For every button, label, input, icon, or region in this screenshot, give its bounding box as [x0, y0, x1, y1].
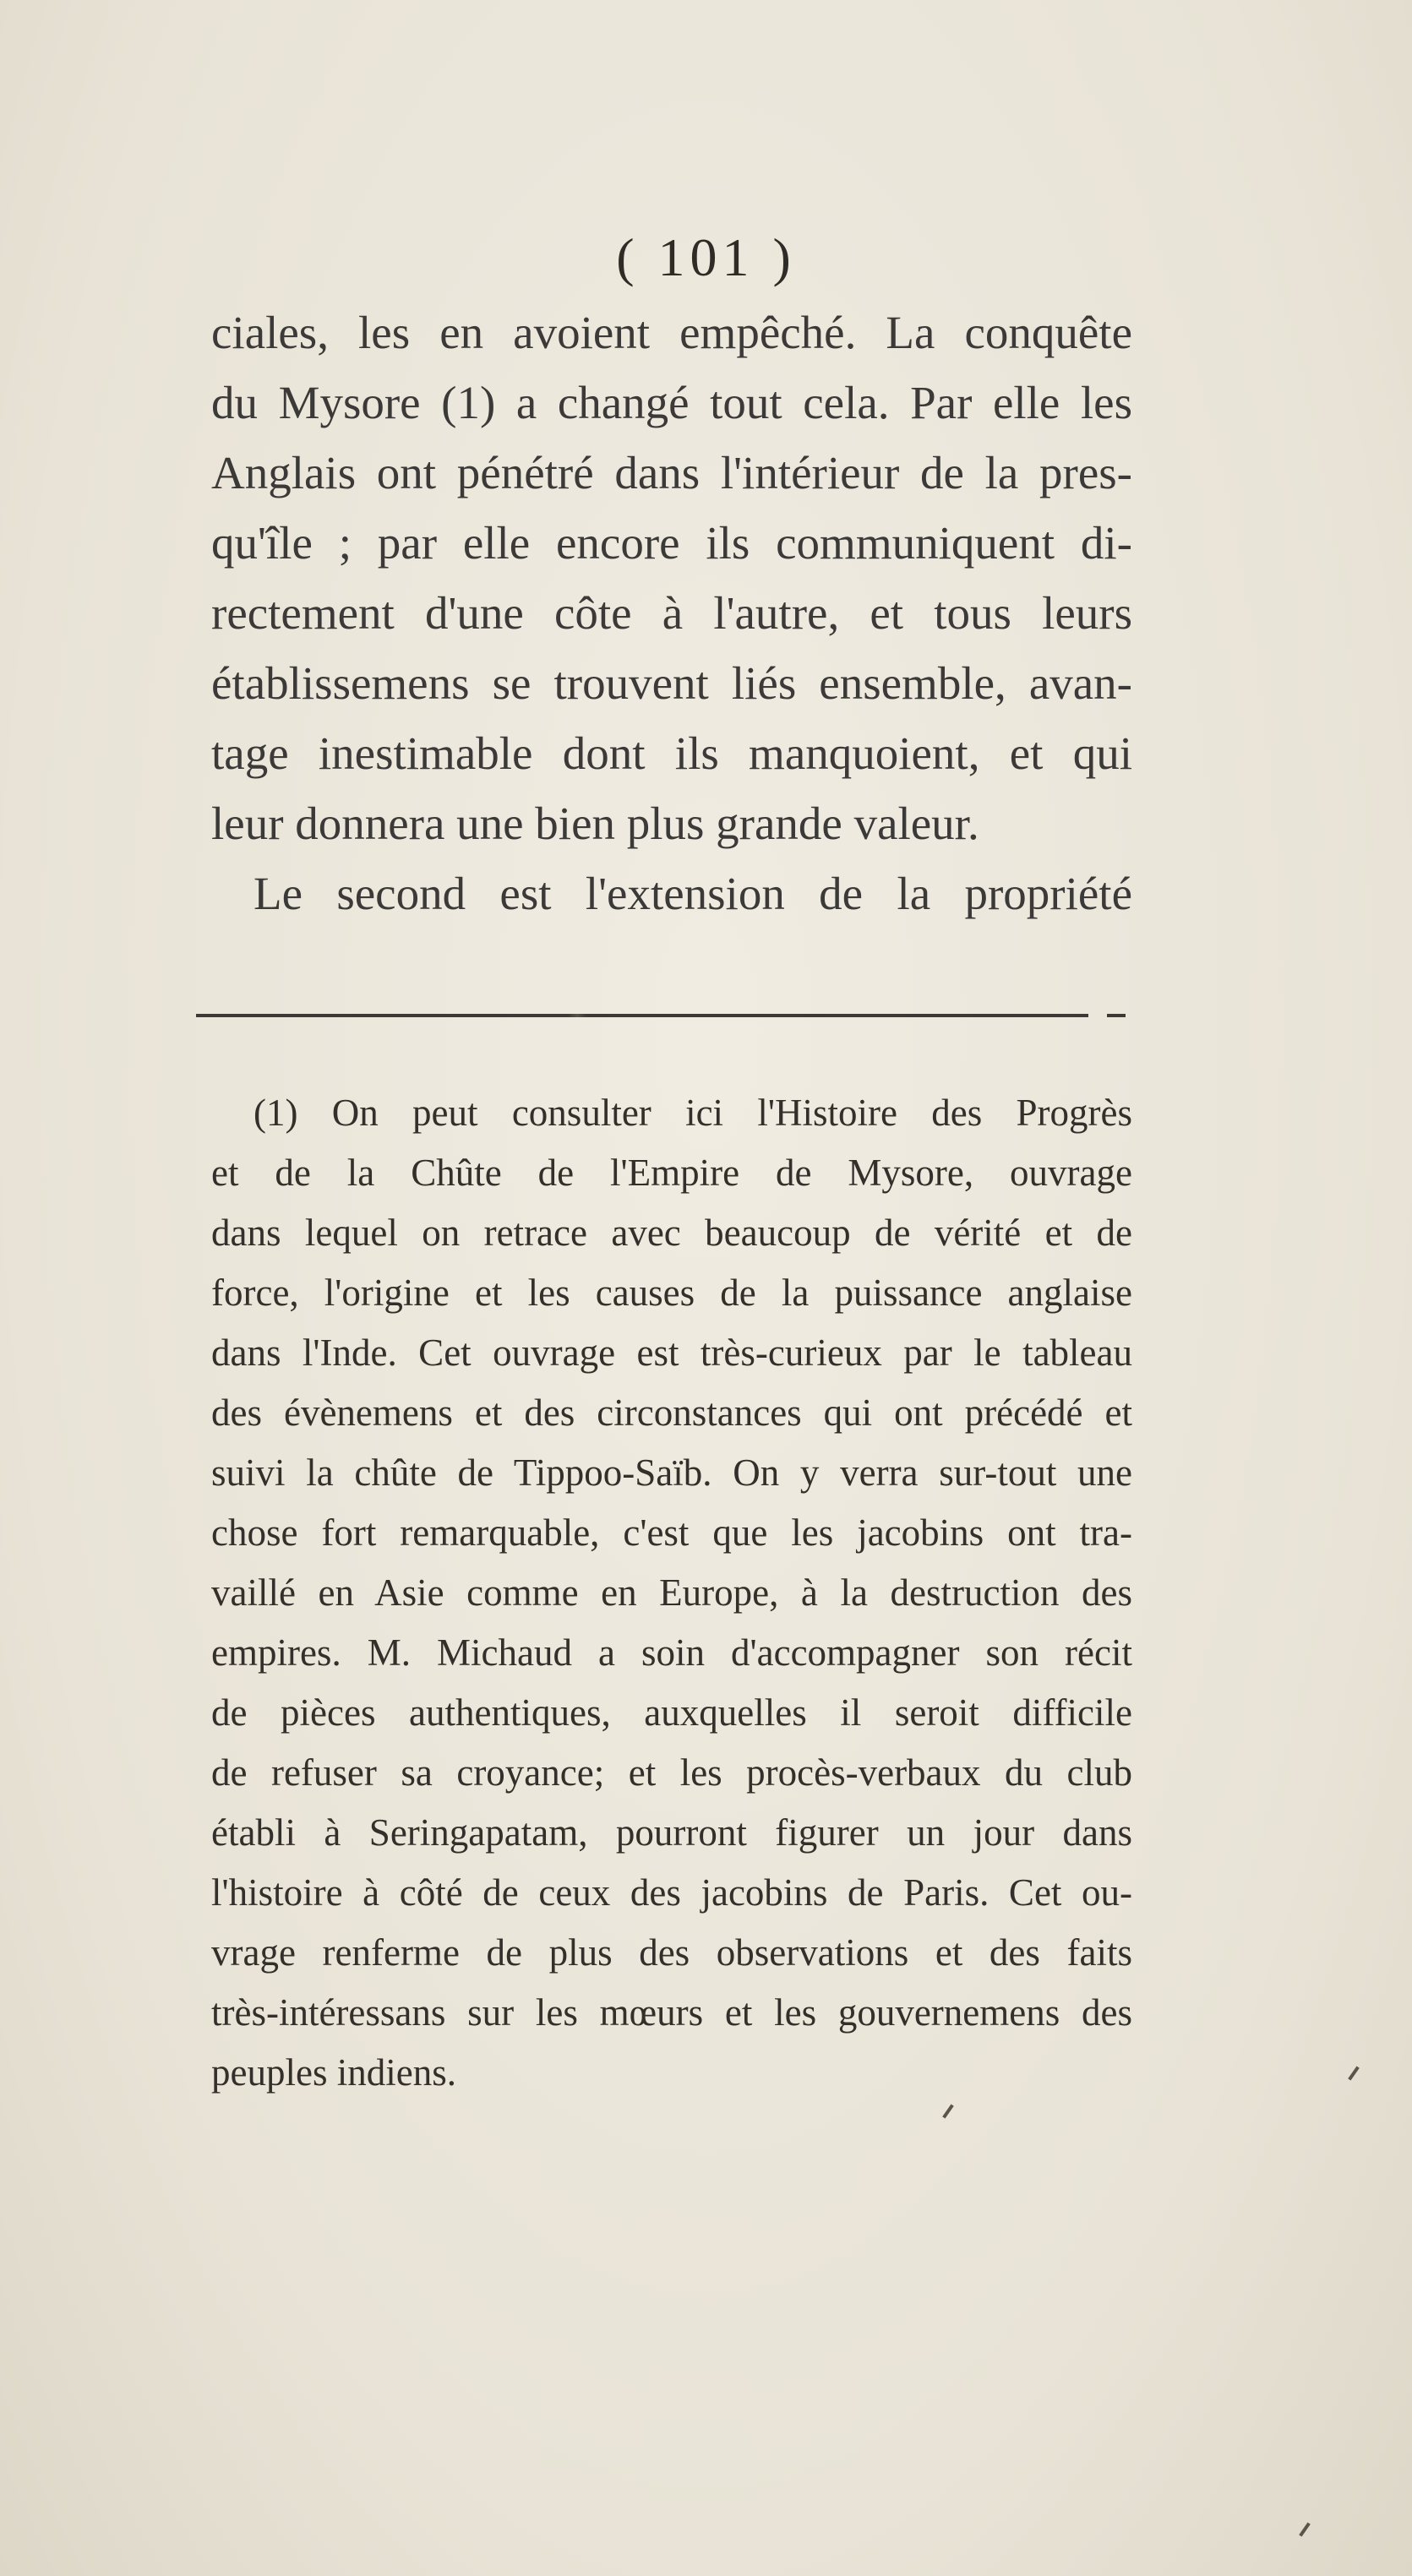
- footnote-line: de refuser sa croyance; et les procès-verbaux du club: [211, 1751, 1132, 1794]
- main-text-line: leur donnera une bien plus grande valeur.: [211, 798, 979, 849]
- main-text-line: ciales, les en avoient empêché. La conquête: [211, 307, 1132, 358]
- footnote-separator-rule: [196, 1014, 1126, 1017]
- footnote-line: établi à Seringapatam, pourront figurer un jour dans: [211, 1811, 1132, 1854]
- footnote-line: suivi la chûte de Tippoo-Saïb. On y verra sur-tout une: [211, 1451, 1132, 1494]
- footnote-line: empires. M. Michaud a soin d'accompagner son récit: [211, 1631, 1132, 1674]
- footnote-line: très-intéressans sur les mœurs et les gouvernemens des: [211, 1991, 1132, 2034]
- main-text-line: Le second est l'extension de la propriété: [254, 868, 1132, 919]
- footnote-line: force, l'origine et les causes de la puissance anglaise: [211, 1272, 1132, 1314]
- main-text-line: Anglais ont pénétré dans l'intérieur de la pres-: [211, 447, 1132, 498]
- footnote-line: l'histoire à côté de ceux des jacobins de Paris. Cet ou-: [211, 1871, 1132, 1914]
- main-text: [211, 297, 1132, 929]
- footnote-line: peuples indiens.: [211, 2051, 456, 2094]
- footnote: [211, 1083, 1132, 2103]
- main-text-line: rectement d'une côte à l'autre, et tous leurs: [211, 587, 1132, 639]
- footnote-line: des évènemens et des circonstances qui ont précédé et: [211, 1391, 1132, 1434]
- footnote-line: dans l'Inde. Cet ouvrage est très-curieux par le tableau: [211, 1332, 1132, 1374]
- footnote-line: vaillé en Asie comme en Europe, à la destruction des: [211, 1571, 1132, 1614]
- footnote-line: (1) On peut consulter ici l'Histoire des Progrès: [254, 1092, 1132, 1134]
- main-text-line: du Mysore (1) a changé tout cela. Par elle les: [211, 377, 1132, 428]
- footnote-line: dans lequel on retrace avec beaucoup de vérité et de: [211, 1212, 1132, 1254]
- main-text-line: qu'île ; par elle encore ils communiquent di-: [211, 517, 1132, 569]
- main-text-line: tage inestimable dont ils manquoient, et qui: [211, 727, 1132, 779]
- footnote-line: vrage renferme de plus des observations et des faits: [211, 1931, 1132, 1974]
- page-number: ( 101 ): [616, 227, 796, 287]
- footnote-line: de pièces authentiques, auxquelles il seroit difficile: [211, 1691, 1132, 1734]
- main-text-line: établissemens se trouvent liés ensemble, avan-: [211, 657, 1132, 709]
- footnote-line: et de la Chûte de l'Empire de Mysore, ouvrage: [211, 1152, 1132, 1194]
- paper-speck: [1299, 2522, 1311, 2536]
- footnote-line: chose fort remarquable, c'est que les jacobins ont tra-: [211, 1511, 1132, 1554]
- paper-speck: [942, 2104, 954, 2118]
- paper-speck: [1348, 2066, 1360, 2080]
